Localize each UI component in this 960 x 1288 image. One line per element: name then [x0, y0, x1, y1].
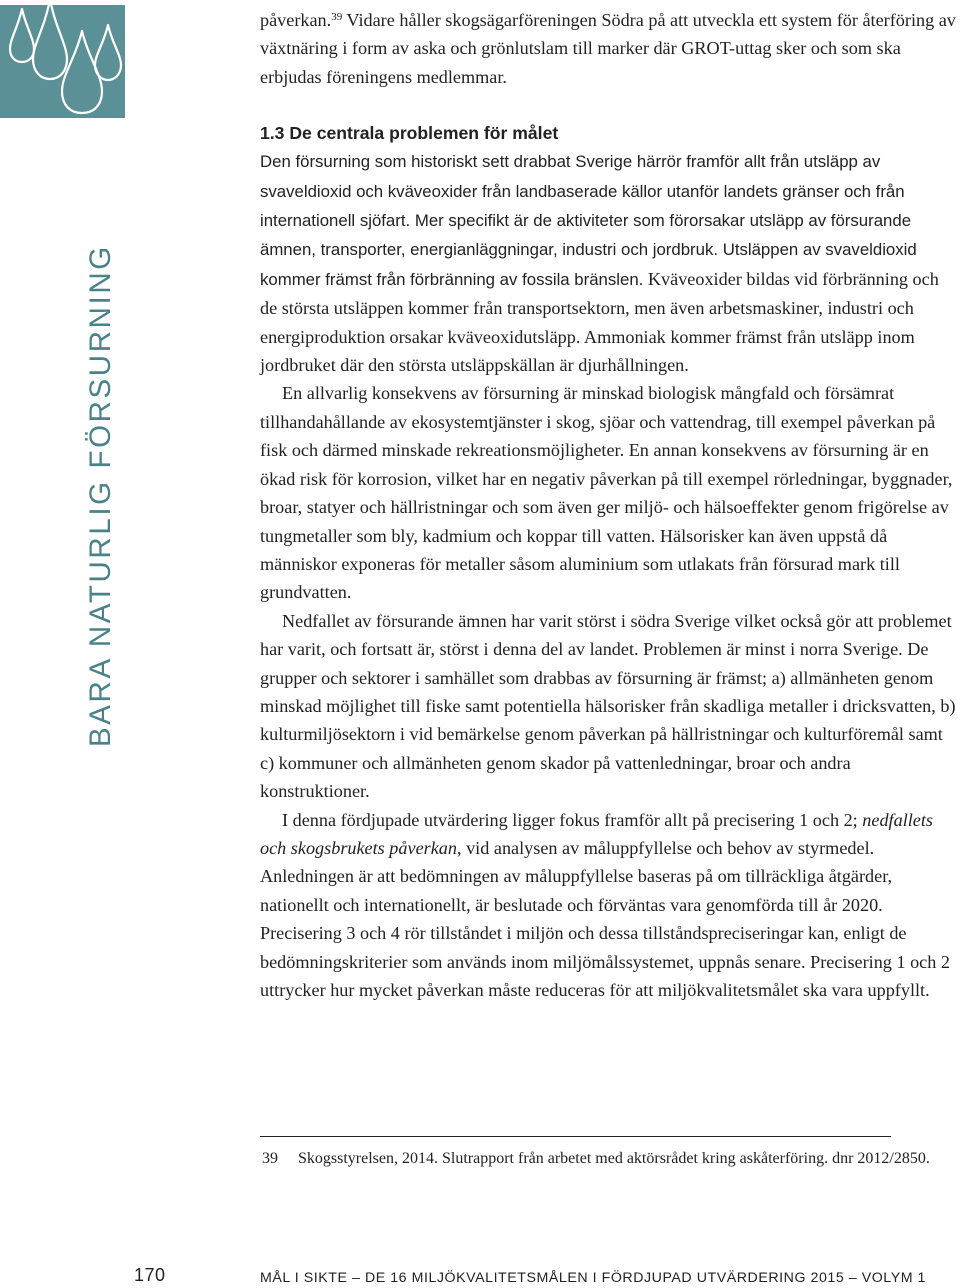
section-lead-paragraph — [260, 147, 960, 379]
footnote-reference: 39 — [331, 11, 343, 23]
footnote-text: Skogsstyrelsen, 2014. Slutrapport från arbetet med aktörsrådet kring askåterföring. dnr 2012/2850. — [298, 1150, 930, 1167]
paragraph-consequences: En allvarlig konsekvens av försurning är minskad biologisk mångfald och försämrat tillhandahållande av ekosystemtjänster i skog, sjöar och vattendrag, till exempel påverkan på fisk och därmed minskade rekreationsmöjligheter. En annan konsekvens av försurning är en ökad risk för korrosion, vilket har en negativ påverkan på till exempel rörledningar, byggnader, broar, statyer och hällristningar och som även ger miljö- och hälsoeffekter genom frigörelse av tungmetaller som bly, kadmium och koppar till vatten. Hälsorisker kan även uppstå då människor exponeras för metaller såsom aluminium som utlakats från försurad mark till grundvatten. — [260, 383, 953, 603]
footnote-divider — [260, 1136, 891, 1137]
focus-start: I denna fördjupade utvärdering ligger fokus framför allt på precisering 1 och 2; — [282, 809, 858, 830]
focus-italic: nedfallets och skogsbrukets påverkan — [260, 809, 933, 858]
footnote — [262, 1148, 942, 1170]
running-footer: MÅL I SIKTE – DE 16 MILJÖKVALITETSMÅLEN I FÖRDJUPAD UTVÄRDERING 2015 – VOLYM 1 — [260, 1270, 927, 1286]
paragraph-focus — [260, 806, 960, 1005]
paragraph-deposition: Nedfallet av försurande ämnen har varit störst i södra Sverige vilket också gör att problemet har varit, och fortsatt är, störst i denna del av landet. Problemen är minst i norra Sverige. De grupper och sektorer i samhället som drabbas av försurning är främst; a) allmänheten genom minskad möjlighet till fiske samt potentiella hälsorisker från skadliga metaller i dricksvatten, b) kulturmiljösektorn i vid bemärkelse genom påverkan på hällristningar och kulturföremål samt c) kommuner och allmänheten genom skador på vattenledningar, broar och andra konstruktioner. — [260, 610, 956, 802]
focus-rest: , vid analysen av måluppfyllelse och behov av styrmedel. Anledningen är att bedömningen av måluppfyllelse baseras på om tillräckliga åtgärder, nationellt och internationellt, är beslutade och förväntas vara genomförda till år 2020. Precisering 3 och 4 rör tillståndet i miljön och dessa tillståndspreciseringar kan, enligt de bedömningskriterier som används inom miljömålssystemet, uppnås senare. Precisering 1 och 2 uttrycker hur mycket påverkan måste reduceras för att miljökvalitetsmålet ska vara uppfyllt. — [260, 837, 950, 1000]
page-number: 170 — [134, 1265, 166, 1285]
main-text — [260, 6, 960, 1004]
intro-lead: påverkan. — [260, 10, 332, 30]
intro-paragraph — [260, 6, 960, 91]
raindrops-logo — [0, 5, 125, 118]
section-sans-text: Den försurning som historiskt sett drabbat Sverige härrör framför allt från utsläpp av svaveldioxid och kväveoxider från landbaserade källor utanför landets gränser och från internationell sjöfart. Mer specifikt är de aktiviteter som förorsakar utsläpp av försurande ämnen, transporter, energianläggningar, industri och jordbruk. Utsläppen av svaveldioxid kommer främst från förbränning av fossila bränslen. — [260, 152, 917, 289]
side-title: BARA NATURLIG FÖRSURNING — [84, 244, 117, 747]
intro-text: Vidare håller skogsägarföreningen Södra på att utveckla ett system för återföring av växtnäring i form av aska och grönlutslam till marker där GROT-uttag sker och som ska erbjudas föreningens medlemmar. — [260, 10, 956, 87]
section-heading: 1.3 De centrala problemen för målet — [260, 123, 559, 144]
footnote-number: 39 — [262, 1150, 278, 1167]
section-serif-text: Kväveoxider bildas vid förbränning och de största utsläppen kommer från transportsektorn, men även arbetsmaskiner, industri och energiproduktion orsakar kväveoxidutsläpp. Ammoniak kommer främst från utsläpp inom jordbruket där den största utsläppskällan är djurhållningen. — [260, 268, 939, 376]
